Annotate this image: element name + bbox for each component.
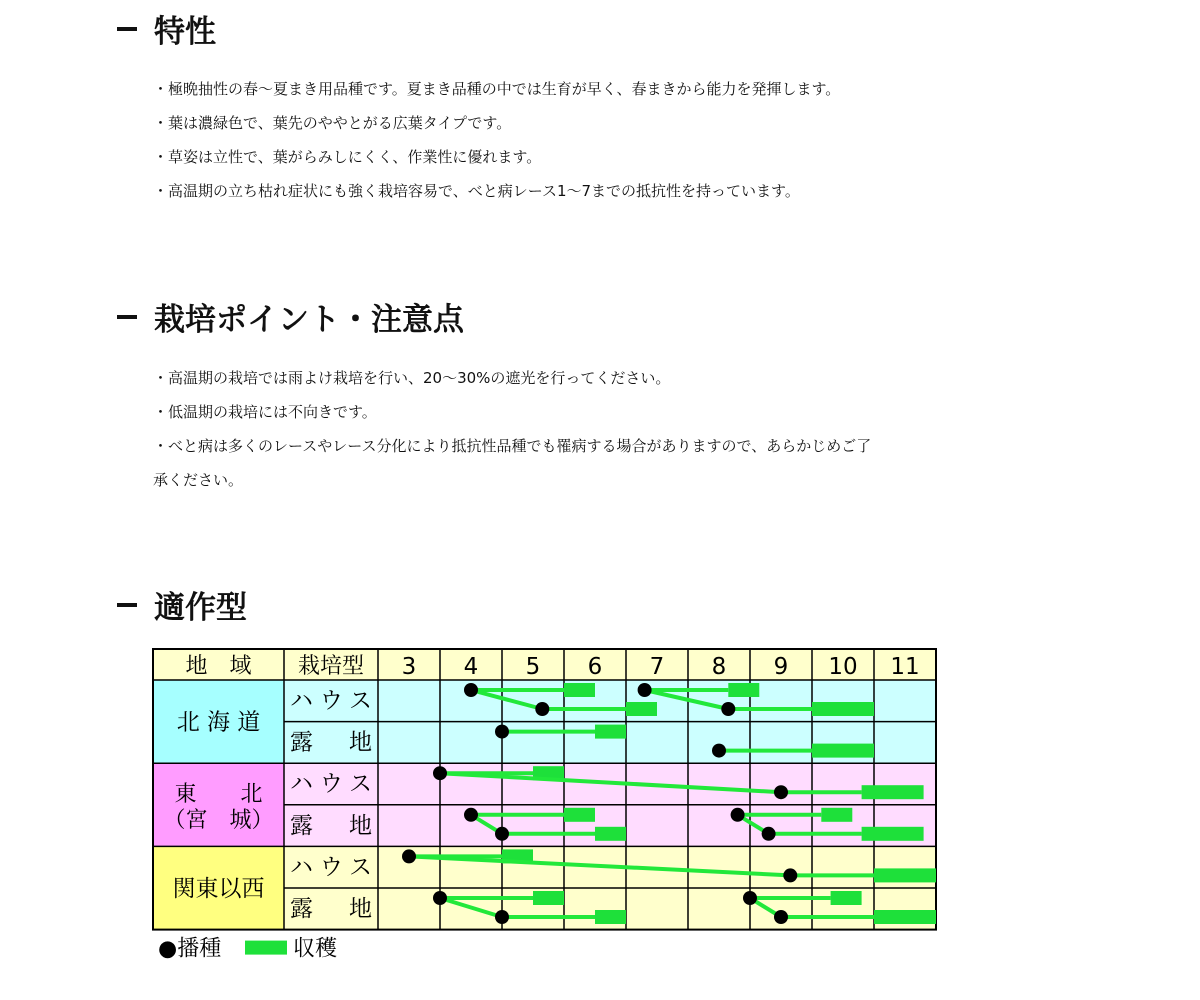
harvest-bar (728, 683, 759, 697)
legend-sow: ●播種 (158, 936, 222, 962)
harvest-bar (812, 702, 874, 716)
sow-dot (731, 808, 745, 822)
sow-dot (464, 683, 478, 697)
heading-dash-icon (117, 315, 137, 319)
month-tick-label: 11 (890, 654, 920, 680)
sow-dot (495, 725, 509, 739)
sow-dot (743, 891, 757, 905)
header-type: 栽培型 (297, 654, 365, 679)
harvest-bar (595, 827, 626, 841)
section-heading-features (117, 6, 216, 51)
list-item: ・極晩抽性の春～夏まき用品種です。夏まき品種の中では生育が早く、春まきから能力を発揮します。 (153, 80, 841, 98)
sow-dot (774, 910, 788, 924)
legend-harvest: 収穫 (293, 936, 338, 962)
features-list (153, 72, 943, 208)
sow-dot (712, 744, 726, 758)
harvest-bar (564, 808, 595, 822)
harvest-bar (595, 910, 626, 924)
harvest-bar (821, 808, 852, 822)
harvest-bar (595, 725, 626, 739)
harvest-bar (564, 683, 595, 697)
sow-dot (402, 849, 416, 863)
month-tick-label: 9 (773, 654, 789, 680)
month-tick-label: 4 (463, 654, 479, 680)
list-item: ・低温期の栽培には不向きです。 (153, 403, 377, 421)
list-item: ・草姿は立性で、葉がらみしにくく、作業性に優れます。 (153, 148, 542, 166)
harvest-bar (626, 702, 657, 716)
region-label: 関東以西 (172, 876, 265, 902)
cultivation-type-label: ハウス (290, 854, 372, 881)
sow-dot (774, 785, 788, 799)
month-tick-label: 3 (401, 654, 417, 680)
heading-text: 特性 (154, 14, 216, 50)
section-heading-cropping-type (117, 582, 247, 627)
heading-dash-icon (117, 27, 137, 31)
region-label: 東 北 (174, 781, 263, 807)
cultivation-type-label: 露 地 (290, 729, 372, 756)
cultivation-type-label: 露 地 (290, 896, 372, 922)
heading-text: 適作型 (154, 590, 247, 626)
heading-text: 栽培ポイント・注意点 (154, 302, 464, 338)
sow-dot (433, 891, 447, 905)
harvest-bar (812, 744, 874, 758)
legend-harvest-swatch (245, 941, 287, 955)
region-label: 北 海 道 (176, 709, 261, 736)
header-region: 地 域 (185, 654, 252, 679)
month-tick-label: 6 (587, 654, 603, 680)
sow-dot (495, 910, 509, 924)
list-item: 承ください。 (153, 471, 244, 489)
header-background (153, 649, 936, 680)
month-tick-label: 8 (711, 654, 727, 680)
cultivation-points-list (153, 361, 943, 497)
harvest-bar (831, 891, 862, 905)
list-item: ・べと病は多くのレースやレース分化により抵抗性品種でも罹病する場合がありますので、あらかじめご了 (153, 437, 872, 455)
cultivation-type-label: ハウス (290, 688, 372, 714)
month-tick-label: 5 (525, 654, 541, 680)
sow-dot (762, 827, 776, 841)
sow-dot (495, 827, 509, 841)
sow-dot (721, 702, 735, 716)
sow-dot (535, 702, 549, 716)
harvest-bar (862, 827, 924, 841)
section-heading-cultivation-points (117, 294, 464, 339)
region-label-sub: （宮 城） (163, 807, 274, 833)
harvest-bar (874, 910, 936, 924)
harvest-bar (862, 785, 924, 799)
cultivation-type-label: ハウス (290, 771, 372, 798)
cropping-calendar-chart (150, 646, 950, 976)
sow-dot (433, 766, 447, 780)
list-item: ・高温期の栽培では雨よけ栽培を行い、20～30%の遮光を行ってください。 (153, 369, 671, 387)
month-tick-label: 7 (649, 654, 665, 680)
sow-dot (783, 868, 797, 882)
heading-dash-icon (117, 603, 137, 607)
harvest-bar (874, 868, 936, 882)
harvest-bar (533, 891, 564, 905)
sow-dot (638, 683, 652, 697)
month-tick-label: 10 (828, 654, 858, 680)
list-item: ・高温期の立ち枯れ症状にも強く栽培容易で、べと病レース1～7までの抵抗性を持っています。 (153, 182, 800, 200)
cultivation-type-label: 露 地 (290, 812, 372, 839)
list-item: ・葉は濃緑色で、葉先のややとがる広葉タイプです。 (153, 114, 512, 132)
sow-dot (464, 808, 478, 822)
